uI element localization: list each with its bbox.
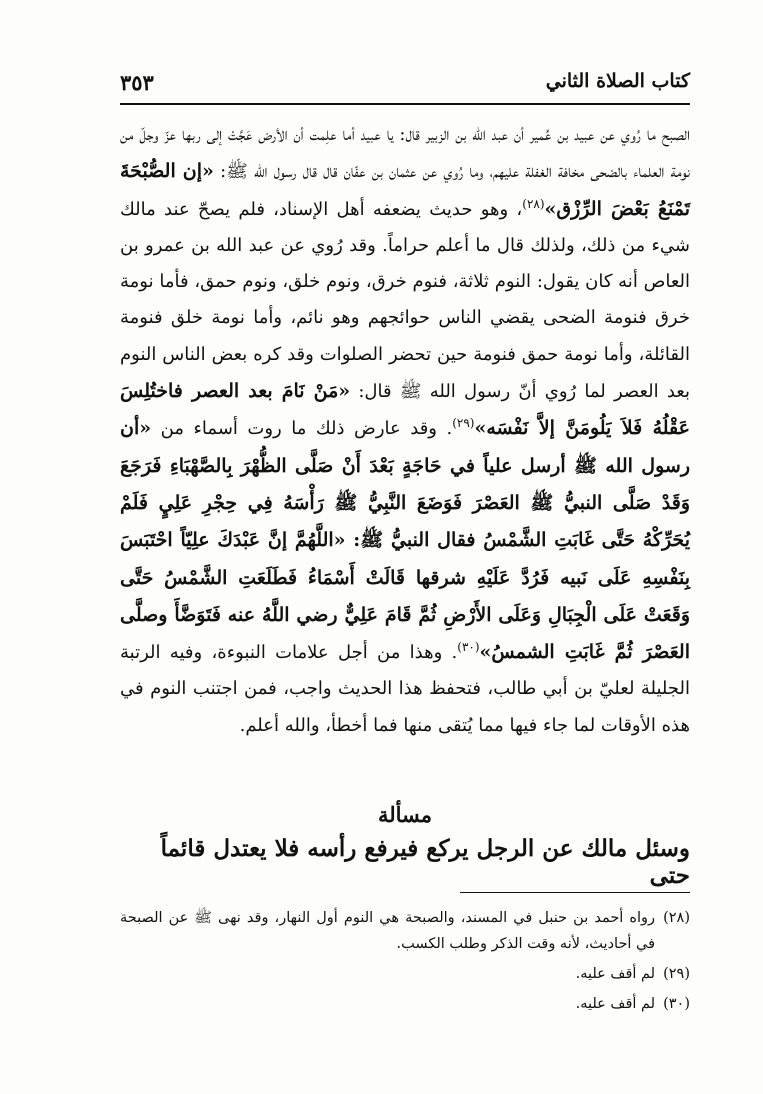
footnote-ref: (٢٩) xyxy=(452,416,475,431)
footnote-text: لم أقف عليه. xyxy=(575,996,656,1012)
text-segment: . وقد عارض ذلك ما روت أسماء من xyxy=(151,418,453,440)
footnote xyxy=(120,905,690,957)
text-segment: . وهذا من أجل علامات النبوءة، وفيه الرتبة الجليلة لعليّ بن أبي طالب، فتحفظ هذا الحديث واجب، فمن اجتنب النوم في هذه الأوقات لما جاء فيها مما يُتقى منها فما أخطأ، والله أعلم. xyxy=(120,642,690,736)
page-number: ٣٥٣ xyxy=(120,70,154,95)
footnote-number: (٢٨) xyxy=(663,910,690,926)
text-segment: ، وهو حديث يضعفه أهل الإسناد، فلم يصحّ عند مالك شيء من ذلك، ولذلك قال ما أعلم حراماً. وقد رُوي عن عبد الله بن عمرو بن العاص أنه كان يقول: النوم ثلاثة، فنوم خرق، ونوم خلق، ونوم حمق، فأما نومة خرق فنومة الضحى يقضي الناس حوائجهم وهو نائم، وأما نومة خلق فنومة القائلة، وأما نومة حمق فنومة حين تحضر الصلوات وقد كره بعض الناس النوم بعد العصر لما رُوي أنّ رسول الله ﷺ قال: xyxy=(120,198,690,403)
footnote-text: رواه أحمد بن حنبل في المسند، والصبحة هي النوم أول النهار، وقد نهى ﷺ عن الصبحة في أحاديث، لأنه وقت الذكر وطلب الكسب. xyxy=(120,910,656,952)
footnote-text: لم أقف عليه. xyxy=(575,966,656,982)
text-segment: الصبح ما رُوي عن عبيد بن عُمير أن عبد الله بن الزبير قال: يا عبيد أما علِمت أن الأرض عَجَّتْ إلى ربها عزّ وجلّ من نومة العلماء بالضحى مخافة الغفلة عليهم، وما رُوي عن عثمان بن عفّان قال قال رسول الله ﷺ: xyxy=(120,124,690,183)
question-line: وسئل مالك عن الرجل يركع فيرفع رأسه فلا يعتدل قائماً حتى xyxy=(160,835,690,889)
header-rule xyxy=(120,103,690,105)
footnote-ref: (٣٠) xyxy=(457,640,480,655)
section-heading: مسألة xyxy=(377,802,433,827)
main-text xyxy=(120,117,690,744)
footnote-ref: (٢٨) xyxy=(522,196,545,211)
paragraph xyxy=(120,117,690,744)
running-title: كتاب الصلاة الثاني xyxy=(545,70,690,92)
hadith-quote: «مَنْ نَامَ بعد العصر فاختُلِسَ عَقْلُهُ فَلاَ يَلُومَنَّ إلاَّ نَفْسَه» xyxy=(120,380,690,440)
footnote-number: (٢٩) xyxy=(663,966,690,982)
footnote xyxy=(120,961,690,987)
page-header xyxy=(120,64,690,104)
footnote xyxy=(120,991,690,1017)
footnote-number: (٣٠) xyxy=(663,996,690,1012)
hadith-quote: «إن الصُّبْحَةَ تَمْنَعُ بَعْضَ الرِّزْق» xyxy=(120,160,690,220)
footnote-rule xyxy=(460,892,690,893)
hadith-quote: «أن رسول الله ﷺ أرسل علياً في حَاجَةٍ بَعْدَ أَنْ صَلَّى الظُّهْرَ بِالصَّهْبَاءِ فَرَجَعَ وَقَدْ صَلَّى النبيُّ ﷺ العَصْرَ فَوَضَعَ النَّبِيُّ ﷺ رَأْسَهُ فِي حِجْرِ عَلِيٍ فَلَمْ يُحَرِّكْهُ حَتَّى غَابَتِ الشَّمْسُ فقال النبيُّ ﷺ: «اللَّهُمَّ إنَّ عَبْدَكَ علِيّاً احْتَبَسَ بِنَفْسِهِ عَلَى نَبيه فَرُدَّ عَلَيْهِ شرقها قَالَتْ أَسْمَاءُ فَطَلَعَتِ الشَّمْسُ حَتَّى وَقَعَتْ عَلَى الْجِبَالِ وَعَلَى الأَرْضِ ثُمَّ قَامَ عَلِيٌّ رضي اللَّهُ عنه فَتَوَضَّأَ وصلَّى العَصْرَ ثُمَّ غَابَتِ الشمسُ» xyxy=(120,417,690,664)
footnotes xyxy=(120,905,690,1021)
